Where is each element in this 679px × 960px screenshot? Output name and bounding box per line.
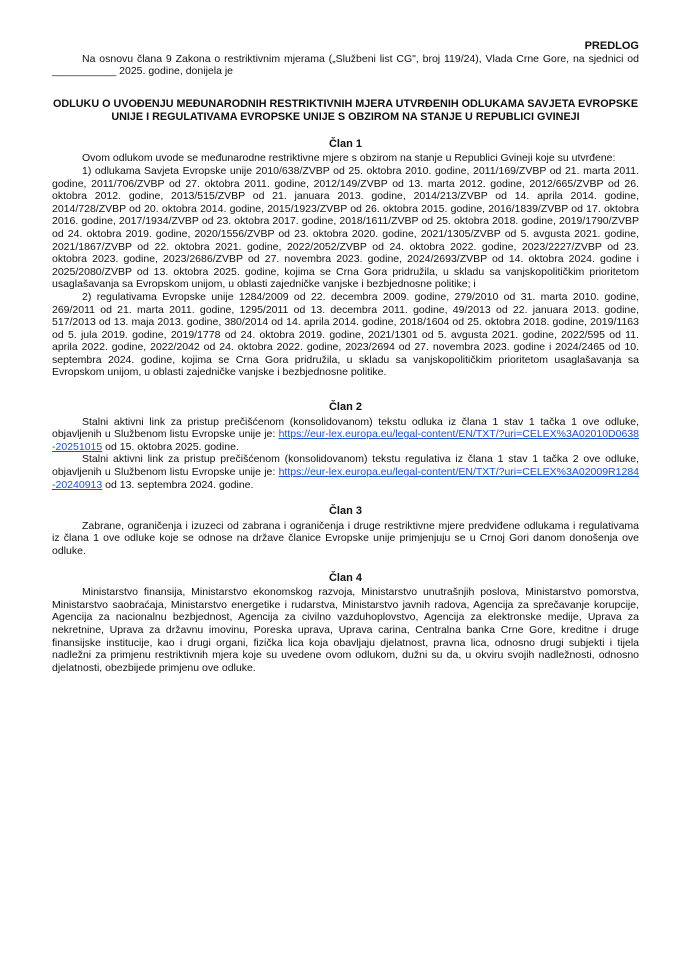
eur-lex-decisions-link[interactable]: https://eur-lex.europa.eu/legal-content/EN/TXT/?uri=CELEX%3A02010D0638-20251015 — [52, 428, 639, 453]
article-2-p1-date: od 15. oktobra 2025. godine. — [102, 440, 239, 453]
article-1 — [52, 138, 639, 379]
document-status-label: PREDLOG — [584, 40, 639, 52]
article-4 — [52, 572, 639, 675]
article-2-p2-date: od 13. septembra 2024. godine. — [102, 478, 254, 491]
article-1-lead: Ovom odlukom uvode se međunarodne restriktivne mjere s obzirom na stanje u Republici Gvineji koje su utvrđene: — [82, 152, 616, 165]
article-2-p1-text: Stalni aktivni link za pristup prečišćenom (konsolidovanom) tekstu odluka iz člana 1 stav 1 tačka 1 ove odluke, objavljenih u Službenom listu Evropske unije je: — [52, 415, 639, 441]
article-2-heading: Član 2 — [328, 401, 362, 414]
eur-lex-regulations-link[interactable]: https://eur-lex.europa.eu/legal-content/EN/TXT/?uri=CELEX%3A02009R1284-20240913 — [52, 466, 639, 491]
document-title: ODLUKU O UVOĐENJU MEĐUNARODNIH RESTRIKTIVNIH MJERA UTVRĐENIH ODLUKAMA SAVJETA EVROPSKE UNIJE I REGULATIVAMA EVROPSKE UNIJE S OBZIROM NA STANJE U REPUBLICI GVINEJI — [52, 97, 639, 123]
article-1-heading: Član 1 — [328, 137, 362, 150]
article-3-heading: Član 3 — [328, 505, 362, 518]
article-3-text: Zabrane, ograničenja i izuzeci od zabrana i ograničenja i druge restriktivne mjere predviđene odlukama i regulativama iz člana 1 ove odluke koje se odnose na države članice Evropske unije primjenjuju se u Crnoj Gori danom donošenja ove odluke. — [52, 519, 639, 557]
article-2 — [52, 401, 639, 491]
article-1-item-2: 2) regulativama Evropske unije 1284/2009 od 22. decembra 2009. godine, 279/2010 od 31. marta 2010. godine, 269/2011 od 21. marta 2011. godine, 1295/2011 od 13. decembra 2011. godine, 49/2013 od 22. januara 2013. godine, 517/2013 od 13. maja 2013. godine, 380/2014 od 14. aprila 2014. godine, 2018/1604 od 25. oktobra 2018. godine, 2019/1163 od 5. jula 2019. godine, 2019/1778 od 24. oktobra 2019. godine, 2021/1301 od 5. avgusta 2021. godine, 2022/595 od 11. aprila 2022. godine, 2022/2042 od 24. oktobra 2022. godine, 2023/2694 od 27. novembra 2023. godine i 2024/2465 od 10. septembra 2024. godine, kojima se Crna Gora pridružila, u skladu sa vanjskopolitičkim prioritetom usaglašavanja sa Evropskom unijom, u oblasti zajedničke vanjske i bezbjednosne politike. — [52, 290, 639, 379]
article-2-paragraph-2 — [52, 453, 639, 491]
intro-paragraph: Na osnovu člana 9 Zakona o restriktivnim mjerama („Službeni list CG", broj 119/24), Vlada Crne Gore, na sjednici od ___________ 2025. godine, donijela je — [52, 52, 639, 78]
article-3 — [52, 505, 639, 557]
article-2-paragraph-1 — [52, 416, 639, 454]
article-4-text: Ministarstvo finansija, Ministarstvo ekonomskog razvoja, Ministarstvo unutrašnjih poslova, Ministarstvo pomorstva, Ministarstvo saobraćaja, Ministarstvo energetike i rudarstva, Ministarstvo javnih radova, Agencija za sprečavanje korupcije, Agencija za nacionalnu bezbjednost, Agencija za civilno vazduhoplovstvo, Agencija za elektronske medije, Uprava za nekretnine, Uprava za državnu imovinu, Poreska uprava, Uprava carina, Centralna banka Crne Gore, kreditne i druge finansijske institucije, kao i drugi organi, fizička lica koja obavljaju djelatnost, pravna lica, odnosno drugi subjekti i tijela nadležni za primjenu restriktivnih mjera koje su uvedene ovom odlukom, dužni su da, u okviru svojih nadležnosti, odnosno djelatnosti, obezbijede primjenu ove odluke. — [52, 586, 639, 674]
article-2-p2-text: Stalni aktivni link za pristup prečišćenom (konsolidovanom) tekstu regulativa iz člana 1 stav 1 tačka 2 ove odluke, objavljenih u Službenom listu Evropske unije je: — [52, 453, 639, 479]
article-4-heading: Član 4 — [328, 571, 362, 584]
article-1-item-1: 1) odlukama Savjeta Evropske unije 2010/638/ZVBP od 25. oktobra 2010. godine, 2011/169/ZVBP od 21. marta 2011. godine, 2011/706/ZVBP od 27. oktobra 2011. godine, 2012/149/ZVBP od 13. marta 2012. godine, 2012/665/ZVBP od 26. oktobra 2012. godine, 2013/515/ZVBP od 21. januara 2013. godine, 2014/213/ZVBP od 14. aprila 2014. godine, 2014/728/ZVBP od 20. oktobra 2014. godine, 2015/1923/ZVBP od 26. oktobra 2015. godine, 2016/1839/ZVBP od 17. oktobra 2016. godine, 2017/1934/ZVBP od 23. oktobra 2017. godine, 2018/1611/ZVBP od 25. oktobra 2018. godine, 2019/1790/ZVBP od 24. oktobra 2019. godine, 2020/1556/ZVBP od 23. oktobra 2020. godine, 2021/1305/ZVBP od 5. avgusta 2021. godine, 2021/1867/ZVBP od 22. oktobra 2021. godine, 2022/2052/ZVBP od 24. oktobra 2022. godine, 2023/2227/ZVBP od 23. oktobra 2023. godine, 2023/2686/ZVBP od 27. novembra 2023. godine, 2024/2693/ZVBP od 14. oktobra 2024. godine i 2025/2080/ZVBP od 13. oktobra 2025. godine, kojima se Crna Gora pridružila, u skladu sa vanjskopolitičkim prioritetom usaglašavanja sa Evropskom unijom, u oblasti zajedničke vanjske i bezbjednosne politike; i — [52, 164, 639, 291]
